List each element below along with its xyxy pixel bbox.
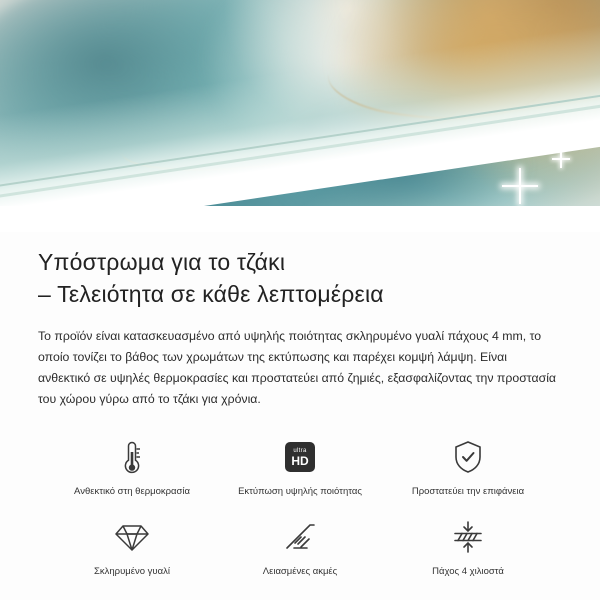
feature-label: Εκτύπωση υψηλής ποιότητας — [238, 486, 362, 497]
badge-ultra-text: ultra — [293, 447, 307, 454]
feature-smooth-edges — [216, 512, 384, 582]
feature-surface-protection — [384, 432, 552, 502]
sparkle-small-icon — [552, 150, 570, 168]
page-title — [38, 246, 562, 310]
feature-tempered-glass — [48, 512, 216, 582]
ultra-hd-badge-icon — [285, 436, 315, 478]
smooth-edges-icon — [283, 516, 317, 558]
content-block — [0, 232, 600, 582]
thermometer-icon — [119, 436, 145, 478]
headline-line-1: Υπόστρωμα για το τζάκι — [38, 249, 286, 275]
feature-label: Λειασμένες ακμές — [262, 566, 338, 577]
description-paragraph: Το προϊόν είναι κατασκευασμένο από υψηλής ποιότητας σκληρυμένο γυαλί πάχους 4 mm, το οποίο τονίζει το βάθος των χρωμάτων της εκτύπωσης και παρέχει κομψή λάμψη. Είναι ανθεκτικό σε υψηλές θερμοκρασίες και προστατεύει από ζημιές, εξασφαλίζοντας την προστασία του χώρου γύρω από το τζάκι για χρόνια. — [38, 329, 557, 406]
feature-label: Πάχος 4 χιλιοστά — [432, 566, 504, 577]
feature-label: Ανθεκτικό στη θερμοκρασία — [74, 486, 190, 497]
feature-label: Σκληρυμένο γυαλί — [94, 566, 170, 577]
feature-print-quality — [216, 432, 384, 502]
diamond-icon — [114, 516, 150, 558]
headline-line-2: – Τελειότητα σε κάθε λεπτομέρεια — [38, 281, 384, 307]
badge-hd-text: HD — [291, 453, 309, 468]
feature-thickness — [384, 512, 552, 582]
hero-product-image — [0, 0, 600, 232]
feature-label: Προστατεύει την επιφάνεια — [411, 486, 525, 497]
feature-grid — [38, 432, 562, 582]
image-base-fade — [0, 206, 600, 232]
thickness-arrows-icon — [451, 516, 485, 558]
feature-heat-resistant — [48, 432, 216, 502]
shield-check-icon — [452, 436, 484, 478]
